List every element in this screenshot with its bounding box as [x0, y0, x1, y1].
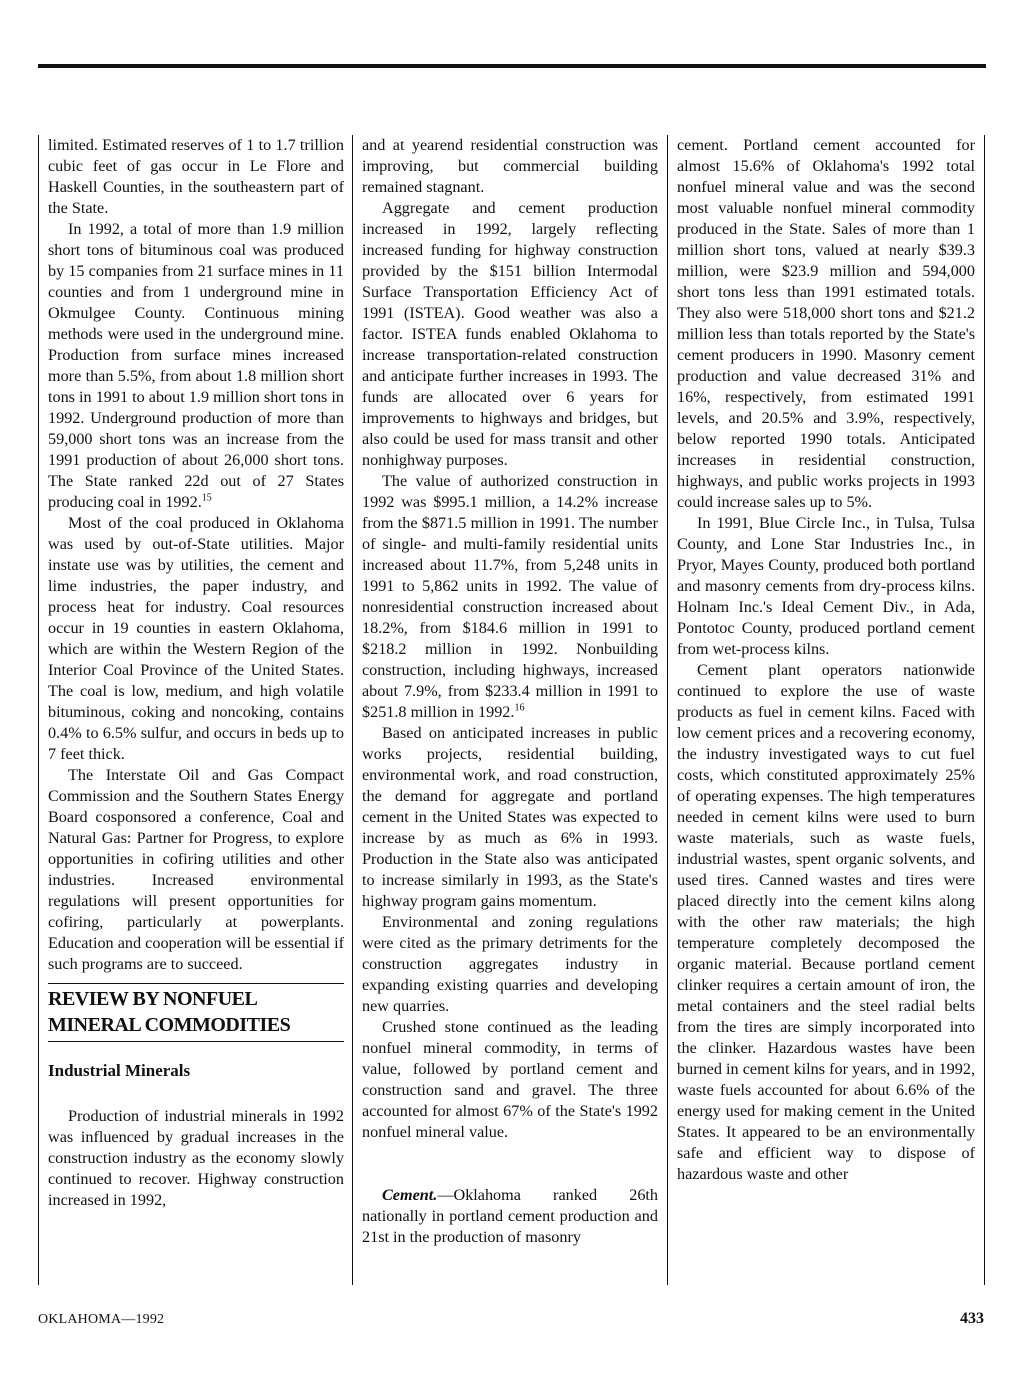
paragraph: The Interstate Oil and Gas Compact Commission and the Southern States Energy Board cosponsored a conference, Coal and Natural Gas: Partner for Progress, to explore opportunities in cofiring utilities and other industries. Increased environmental regulations will present opportunities for cofiring, particularly at powerplants. Education and cooperation will be essential if such programs are to succeed. — [48, 766, 344, 973]
paragraph: Most of the coal produced in Oklahoma was used by out-of-State utilities. Major instate use was by utilities, the cement and lime industries, the paper industry, and process heat for industry. Coal resources occur in 19 counties in eastern Oklahoma, which are within the Western Region of the Interior Coal Province of the United States. The coal is low, medium, and high volatile bituminous, coking and noncoking, contains 0.4% to 6.5% sulfur, and occurs in beds up to 7 feet thick. — [48, 514, 344, 763]
top-rule — [38, 64, 986, 66]
column-rule-middle-1 — [352, 135, 353, 1285]
paragraph: In 1991, Blue Circle Inc., in Tulsa, Tulsa County, and Lone Star Industries Inc., in Pryor, Mayes County, produced both portland and masonry cements from dry-process kilns. Holnam Inc.'s Ideal Cement Div., in Ada, Pontotoc County, produced portland cement from wet-process kilns. — [677, 514, 975, 658]
paragraph — [362, 471, 658, 723]
footnote-ref: 16 — [514, 702, 525, 714]
column-rule-left — [38, 135, 39, 1285]
page-number: 433 — [960, 1310, 984, 1327]
paragraph: Environmental and zoning regulations were cited as the primary detriments for the construction aggregates industry in expanding existing quarries and developing new quarries. — [362, 913, 658, 1015]
spacer — [362, 1143, 658, 1164]
section-heading-line: MINERAL COMMODITIES — [48, 1014, 291, 1036]
column-rule-right — [984, 135, 985, 1285]
column-1 — [48, 135, 344, 1211]
column-rule-middle-2 — [667, 135, 668, 1285]
paragraph-text: In 1992, a total of more than 1.9 million short tons of bituminous coal was produced by 15 companies from 21 surface mines in 11 counties and from 1 underground mine in Okmulgee County. Continuous mining methods were used in the underground mine. Production from surface mines increased more than 5.5%, from about 1.8 million short tons in 1991 to about 1.9 million short tons in 1992. Underground production of more than 59,000 short tons was an increase from the 1991 production of about 26,000 short tons. The State ranked 22d out of 27 States producing coal in 1992. — [48, 220, 344, 511]
paragraph: and at yearend residential construction was improving, but commercial building remained stagnant. — [362, 136, 658, 196]
paragraph — [362, 1185, 658, 1248]
paragraph: Based on anticipated increases in public works projects, residential building, environmental work, and road construction, the demand for aggregate and portland cement in the United States was expected to increase by as much as 6% in 1993. Production in the State also was anticipated to increase similarly in 1993, as the State's highway program gains momentum. — [362, 724, 658, 910]
paragraph: limited. Estimated reserves of 1 to 1.7 trillion cubic feet of gas occur in Le Flore and Haskell Counties, in the southeastern part of the State. — [48, 136, 344, 217]
paragraph: Crushed stone continued as the leading nonfuel mineral commodity, in terms of value, followed by portland cement and construction sand and gravel. The three accounted for almost 67% of the State's 1992 nonfuel mineral value. — [362, 1018, 658, 1141]
paragraph-text: The value of authorized construction in 1992 was $995.1 million, a 14.2% increase from the $871.5 million in 1991. The number of single- and multi-family residential units increased about 11.7%, from 5,248 units in 1991 to 5,862 units in 1992. The value of nonresidential construction increased about 18.2%, from $184.6 million in 1991 to $218.2 million in 1992. Nonbuilding construction, including highways, increased about 7.9%, from $233.4 million in 1991 to $251.8 million in 1992. — [362, 472, 658, 721]
subheading: Industrial Minerals — [48, 1061, 191, 1080]
column-2 — [362, 135, 658, 1248]
column-3 — [677, 135, 975, 1185]
paragraph: Cement plant operators nationwide continued to explore the use of waste products as fuel in cement kilns. Faced with low cement prices and a recovering economy, the industry investigated ways to cut fuel costs, which constituted approximately 25% of operating expenses. The high temperatures needed in cement kilns were used to burn waste materials, such as waste fuels, industrial wastes, spent organic solvents, and used tires. Canned wastes and tires were placed directly into the cement kilns along with the other raw materials; the high temperature completely decomposed the organic material. Because portland cement clinker requires a certain amount of iron, the metal containers and the steel radial belts from the tires are simply incorporated into the clinker. Hazardous wastes have been burned in cement kilns for years, and in 1992, waste fuels accounted for about 6.6% of the energy used for making cement in the United States. It appeared to be an environmentally safe and efficient way to dispose of hazardous waste and other — [677, 661, 975, 1183]
footnote-ref: 15 — [201, 492, 212, 504]
paragraph: cement. Portland cement accounted for almost 15.6% of Oklahoma's 1992 total nonfuel mineral value and was the second most valuable nonfuel mineral commodity produced in the State. Sales of more than 1 million short tons, valued at nearly $39.3 million, were $23.9 million and 594,000 short tons less than 1991 estimated totals. They also were 518,000 short tons and $21.2 million less than totals reported by the State's cement producers in 1990. Masonry cement production and value decreased 31% and 16%, respectively, from estimated 1991 levels, and 20.5% and 3.9%, respectively, below reported 1990 totals. Anticipated increases in residential construction, highways, and public works projects in 1993 could increase sales up to 5%. — [677, 136, 975, 511]
section-heading — [48, 983, 344, 1042]
spacer — [362, 1164, 658, 1185]
paragraph: Production of industrial minerals in 1992 was influenced by gradual increases in the construction industry as the economy slowly continued to recover. Highway construction increased in 1992, — [48, 1107, 344, 1209]
section-heading-line: REVIEW BY NONFUEL — [48, 988, 258, 1010]
run-in-heading: Cement. — [382, 1186, 438, 1204]
paragraph — [48, 219, 344, 513]
paragraph: Aggregate and cement production increased in 1992, largely reflecting increased funding for highway construction provided by the $151 billion Intermodal Surface Transportation Efficiency Act of 1991 (ISTEA). Good weather was also a factor. ISTEA funds enabled Oklahoma to increase transportation-related construction and anticipate further increases in 1993. The funds are allocated over 6 years for improvements to highways and bridges, but also could be used for mass transit and other nonhighway purposes. — [362, 199, 658, 469]
paragraph-text: —Oklahoma ranked 26th nationally in portland cement production and 21st in the production of masonry — [362, 1186, 658, 1246]
running-head: OKLAHOMA—1992 — [38, 1312, 165, 1327]
